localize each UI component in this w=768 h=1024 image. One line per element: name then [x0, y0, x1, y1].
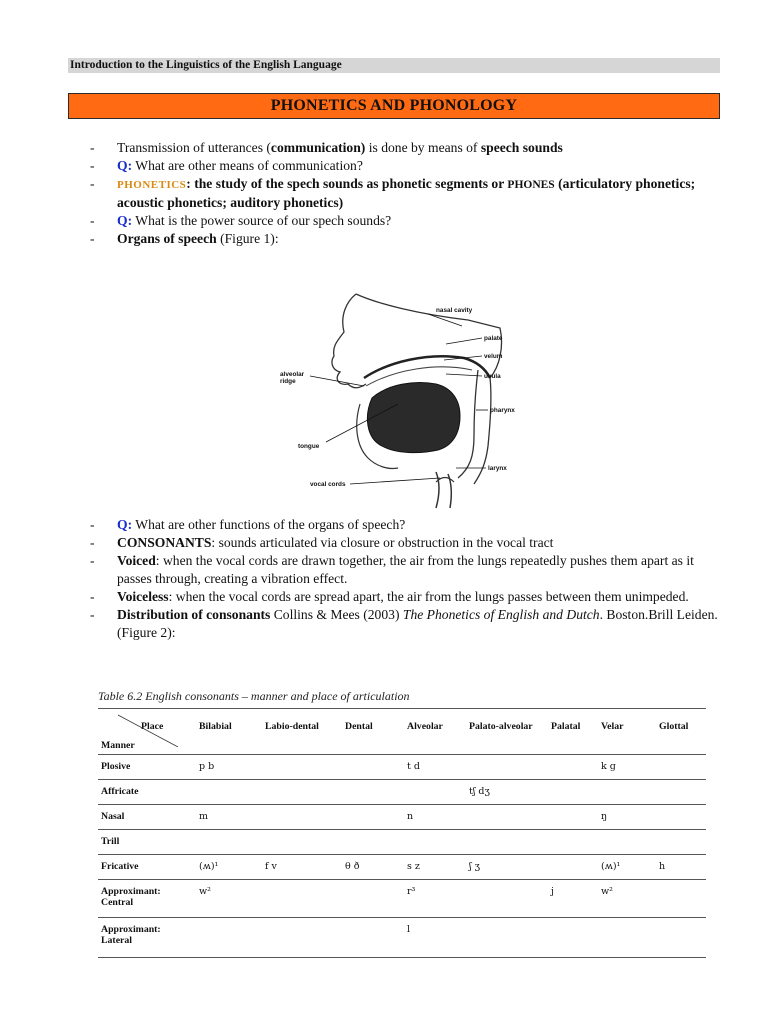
table-cell [598, 780, 656, 805]
table-cell [262, 805, 342, 830]
table-cell: ʃ ʒ [469, 861, 480, 872]
intro-bullet-list [90, 139, 730, 248]
col-dental: Dental [345, 721, 373, 732]
table-row [98, 830, 706, 855]
table-cell [342, 830, 404, 855]
table-cell [262, 780, 342, 805]
table-caption: Table 6.2 English consonants – manner and place of articulation [98, 689, 410, 703]
col-palatal: Palatal [551, 721, 581, 732]
table-cell [262, 830, 342, 855]
label-uvula: uvula [484, 373, 501, 380]
table-cell [466, 830, 548, 855]
table-cell [342, 918, 404, 958]
header-place: Place [141, 721, 164, 732]
row-nasal: Nasal [101, 811, 125, 822]
table-cell [466, 880, 548, 918]
table-row [98, 780, 706, 805]
corner-cell [98, 709, 196, 755]
bullet-voiceless: - Voiceless: when the vocal cords are spread apart, the air from the lungs passes between them unimpeded. [90, 588, 730, 606]
table-cell: tʃ dʒ [469, 786, 490, 797]
table-cell: θ ð [345, 861, 360, 872]
label-ridge: ridge [280, 378, 296, 385]
header-manner: Manner [101, 740, 135, 751]
table-cell: w² [199, 886, 211, 897]
row-label-line1: Approximant: [101, 886, 161, 897]
table-cell: n [407, 811, 414, 822]
row-label-line2: Lateral [101, 935, 133, 946]
row-label-line2: Central [101, 897, 134, 908]
label-palate: palate [484, 335, 503, 342]
bullet-phonetics-definition: - PHONETICS: the study of the spech sounds as phonetic segments or PHONES (articulatory phonetics; acoustic phonetics; auditory phonetics) [90, 175, 730, 212]
label-pharynx: pharynx [490, 407, 515, 414]
table-cell: h [659, 861, 666, 872]
table-row [98, 880, 706, 918]
table-cell [598, 830, 656, 855]
table-cell [656, 755, 706, 780]
bullet-question-means: - Q: What are other means of communication? [90, 157, 730, 175]
corner-diagonal-line [118, 713, 182, 747]
table-cell [656, 830, 706, 855]
label-vocal-cords: vocal cords [310, 481, 346, 488]
label-velum: velum [484, 353, 503, 360]
table-cell: p b [199, 761, 215, 772]
table-row [98, 755, 706, 780]
table-cell [548, 755, 598, 780]
consonant-table [98, 708, 706, 958]
bullet-question-functions: - Q: What are other functions of the organs of speech? [90, 516, 730, 534]
label-tongue: tongue [298, 443, 320, 450]
bullet-organs-of-speech: - Organs of speech (Figure 1): [90, 230, 730, 248]
table-cell [262, 918, 342, 958]
col-labio-dental: Labio-dental [265, 721, 319, 732]
table-cell: l [407, 924, 411, 935]
table-cell [342, 780, 404, 805]
table-cell: (ʍ)¹ [199, 861, 219, 872]
running-header: Introduction to the Linguistics of the English Language [68, 58, 720, 73]
col-velar: Velar [601, 721, 624, 732]
bullet-question-power-source: - Q: What is the power source of our spech sounds? [90, 212, 730, 230]
col-palato-alveolar: Palato-alveolar [469, 721, 533, 732]
row-trill: Trill [101, 836, 120, 847]
table-cell [262, 880, 342, 918]
table-cell [548, 830, 598, 855]
table-cell [548, 780, 598, 805]
table-cell [196, 830, 262, 855]
table-row [98, 805, 706, 830]
organs-of-speech-figure [268, 286, 538, 510]
table-cell: k g [601, 761, 616, 772]
row-affricate: Affricate [101, 786, 139, 797]
table-cell [598, 918, 656, 958]
vocal-tract-diagram [268, 286, 538, 510]
table-cell [466, 755, 548, 780]
table-cell: w² [601, 886, 613, 897]
table-header-row [98, 709, 706, 755]
col-bilabial: Bilabial [199, 721, 232, 732]
table-cell [342, 755, 404, 780]
table-cell [466, 805, 548, 830]
table-cell [342, 805, 404, 830]
bullet-consonants: - CONSONANTS: sounds articulated via closure or obstruction in the vocal tract [90, 534, 730, 552]
table-cell: f v [265, 861, 277, 872]
table-cell [196, 918, 262, 958]
bullet-distribution: - Distribution of consonants Collins & Mees (2003) The Phonetics of English and Dutch. Boston.Brill Leiden. (Figure 2): [90, 606, 730, 642]
row-fricative: Fricative [101, 861, 139, 872]
label-nasal-cavity: nasal cavity [436, 307, 473, 314]
table-cell: (ʍ)¹ [601, 861, 621, 872]
table-cell [262, 755, 342, 780]
table-cell [656, 780, 706, 805]
table-cell [656, 805, 706, 830]
consonant-bullet-list [90, 516, 730, 642]
table-cell [404, 830, 466, 855]
table-cell [404, 780, 466, 805]
bullet-communication: - Transmission of utterances (communication) is done by means of speech sounds [90, 139, 730, 157]
table-cell [342, 880, 404, 918]
row-approximant-lateral [98, 918, 196, 958]
page-title: PHONETICS AND PHONOLOGY [68, 93, 720, 119]
label-alveolar: alveolar [280, 371, 305, 378]
bullet-voiced: - Voiced: when the vocal cords are drawn together, the air from the lungs repeatedly pushes them apart as it passes through, creating a vibration effect. [90, 552, 730, 588]
table-cell: s z [407, 861, 420, 872]
table-row [98, 918, 706, 958]
table-cell [656, 880, 706, 918]
table-cell: j [551, 886, 554, 897]
col-alveolar: Alveolar [407, 721, 443, 732]
label-larynx: larynx [488, 465, 507, 472]
table-cell [656, 918, 706, 958]
row-approximant-central [98, 880, 196, 918]
row-plosive: Plosive [101, 761, 131, 772]
row-label-line1: Approximant: [101, 924, 161, 935]
table-cell: m [199, 811, 209, 822]
table-cell [548, 918, 598, 958]
table-cell: t d [407, 761, 420, 772]
table-cell: ŋ [601, 811, 608, 822]
table-cell [196, 780, 262, 805]
col-glottal: Glottal [659, 721, 689, 732]
table-cell: r³ [407, 886, 416, 897]
table-cell [466, 918, 548, 958]
table-cell [548, 805, 598, 830]
table-row [98, 855, 706, 880]
table-cell [548, 855, 598, 880]
